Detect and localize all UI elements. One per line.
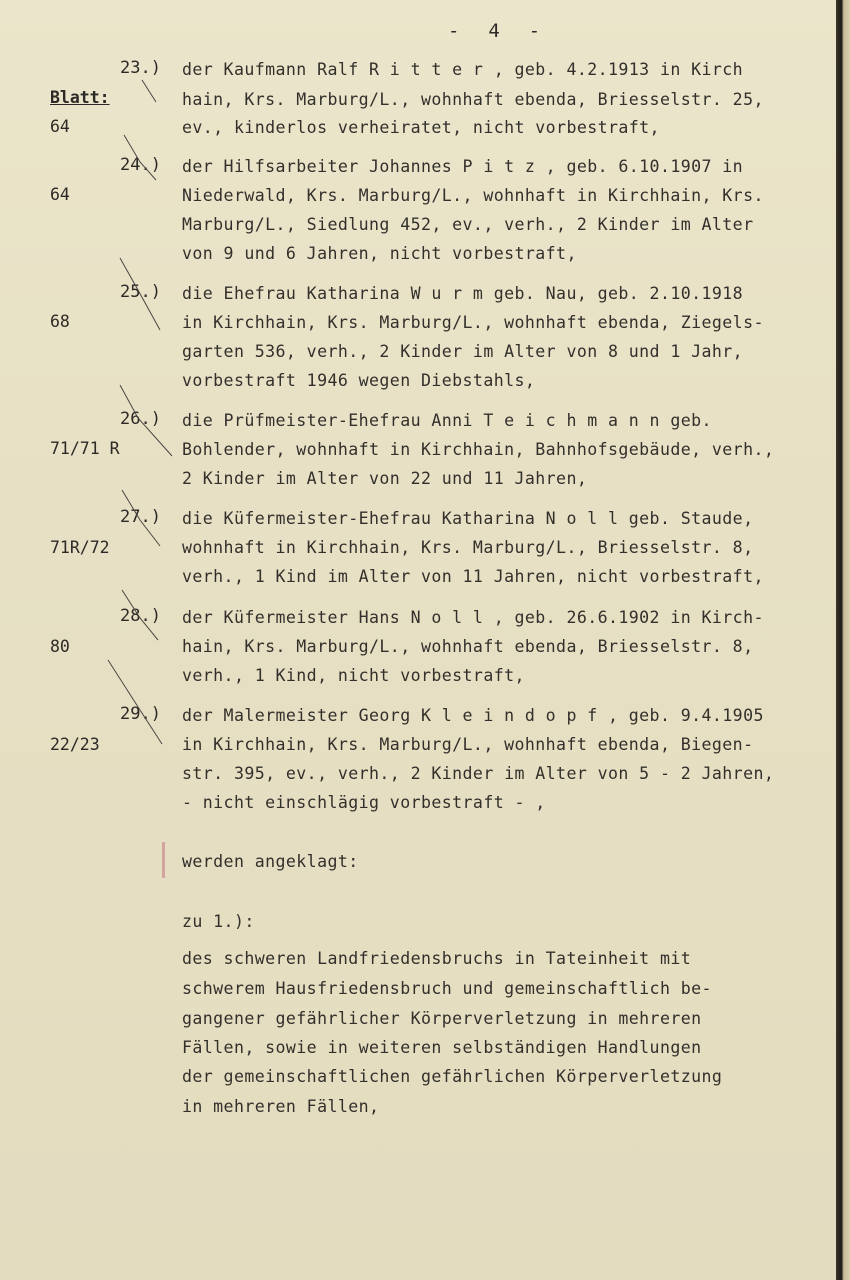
charge-line: in mehreren Fällen, bbox=[182, 1097, 380, 1116]
text-line: vorbestraft 1946 wegen Diebstahls, bbox=[182, 371, 536, 390]
text-line: verh., 1 Kind im Alter von 11 Jahren, nicht vorbestraft, bbox=[182, 567, 764, 586]
margin-reference: 68 bbox=[50, 312, 70, 331]
margin-header: Blatt: bbox=[50, 88, 110, 107]
text-line: str. 395, ev., verh., 2 Kinder im Alter von 5 - 2 Jahren, bbox=[182, 764, 775, 783]
charge-line: schwerem Hausfriedensbruch und gemeinschaftlich be- bbox=[182, 979, 712, 998]
text-line: in Kirchhain, Krs. Marburg/L., wohnhaft ebenda, Ziegels- bbox=[182, 313, 764, 332]
charge-line: Fällen, sowie in weiteren selbständigen Handlungen bbox=[182, 1038, 702, 1057]
text-line: Bohlender, wohnhaft in Kirchhain, Bahnhofsgebäude, verh., bbox=[182, 440, 775, 459]
text-line: Marburg/L., Siedlung 452, ev., verh., 2 Kinder im Alter bbox=[182, 215, 754, 234]
text-line: von 9 und 6 Jahren, nicht vorbestraft, bbox=[182, 244, 577, 263]
entry-number: 29.) bbox=[120, 704, 161, 724]
margin-reference: 64 bbox=[50, 185, 70, 204]
entry-number: 26.) bbox=[120, 409, 161, 429]
entry-number: 28.) bbox=[120, 606, 161, 626]
margin-reference: 64 bbox=[50, 117, 70, 136]
entry-number: 24.) bbox=[120, 155, 161, 175]
text-line: in Kirchhain, Krs. Marburg/L., wohnhaft ebenda, Biegen- bbox=[182, 735, 754, 754]
red-pencil-mark bbox=[162, 842, 165, 878]
entry-number: 23.) bbox=[120, 58, 161, 78]
text-line: die Küfermeister-Ehefrau Katharina N o l l geb. Staude, bbox=[182, 509, 754, 528]
text-line: der Malermeister Georg K l e i n d o p f , geb. 9.4.1905 bbox=[182, 706, 764, 725]
text-line: wohnhaft in Kirchhain, Krs. Marburg/L., Briesselstr. 8, bbox=[182, 538, 754, 557]
text-line: 2 Kinder im Alter von 22 und 11 Jahren, bbox=[182, 469, 588, 488]
page-number: - 4 - bbox=[448, 20, 543, 42]
charge-line: des schweren Landfriedensbruchs in Tateinheit mit bbox=[182, 949, 692, 968]
text-line: verh., 1 Kind, nicht vorbestraft, bbox=[182, 666, 525, 685]
text-line: - nicht einschlägig vorbestraft - , bbox=[182, 793, 546, 812]
entry-number: 27.) bbox=[120, 507, 161, 527]
text-line: die Ehefrau Katharina W u r m geb. Nau, geb. 2.10.1918 bbox=[182, 284, 744, 303]
margin-reference: 80 bbox=[50, 637, 70, 656]
margin-reference: 71/71 R bbox=[50, 439, 120, 458]
charge-line: der gemeinschaftlichen gefährlichen Körperverletzung bbox=[182, 1067, 723, 1086]
margin-reference: 22/23 bbox=[50, 735, 100, 754]
page-edge-shadow bbox=[836, 0, 850, 1280]
section-label: zu 1.): bbox=[182, 912, 255, 931]
text-line: der Küfermeister Hans N o l l , geb. 26.6.1902 in Kirch- bbox=[182, 608, 764, 627]
text-line: hain, Krs. Marburg/L., wohnhaft ebenda, Briesselstr. 25, bbox=[182, 90, 764, 109]
text-line: der Kaufmann Ralf R i t t e r , geb. 4.2.1913 in Kirch bbox=[182, 60, 744, 79]
text-line: die Prüfmeister-Ehefrau Anni T e i c h m a n n geb. bbox=[182, 411, 712, 430]
charge-line: gangener gefährlicher Körperverletzung in mehreren bbox=[182, 1009, 702, 1028]
charged-heading: werden angeklagt: bbox=[182, 852, 359, 871]
text-line: hain, Krs. Marburg/L., wohnhaft ebenda, Briesselstr. 8, bbox=[182, 637, 754, 656]
entry-number: 25.) bbox=[120, 282, 161, 302]
margin-reference: 71R/72 bbox=[50, 538, 110, 557]
text-line: garten 536, verh., 2 Kinder im Alter von 8 und 1 Jahr, bbox=[182, 342, 744, 361]
text-line: der Hilfsarbeiter Johannes P i t z , geb. 6.10.1907 in bbox=[182, 157, 744, 176]
text-line: Niederwald, Krs. Marburg/L., wohnhaft in Kirchhain, Krs. bbox=[182, 186, 764, 205]
text-line: ev., kinderlos verheiratet, nicht vorbestraft, bbox=[182, 118, 660, 137]
